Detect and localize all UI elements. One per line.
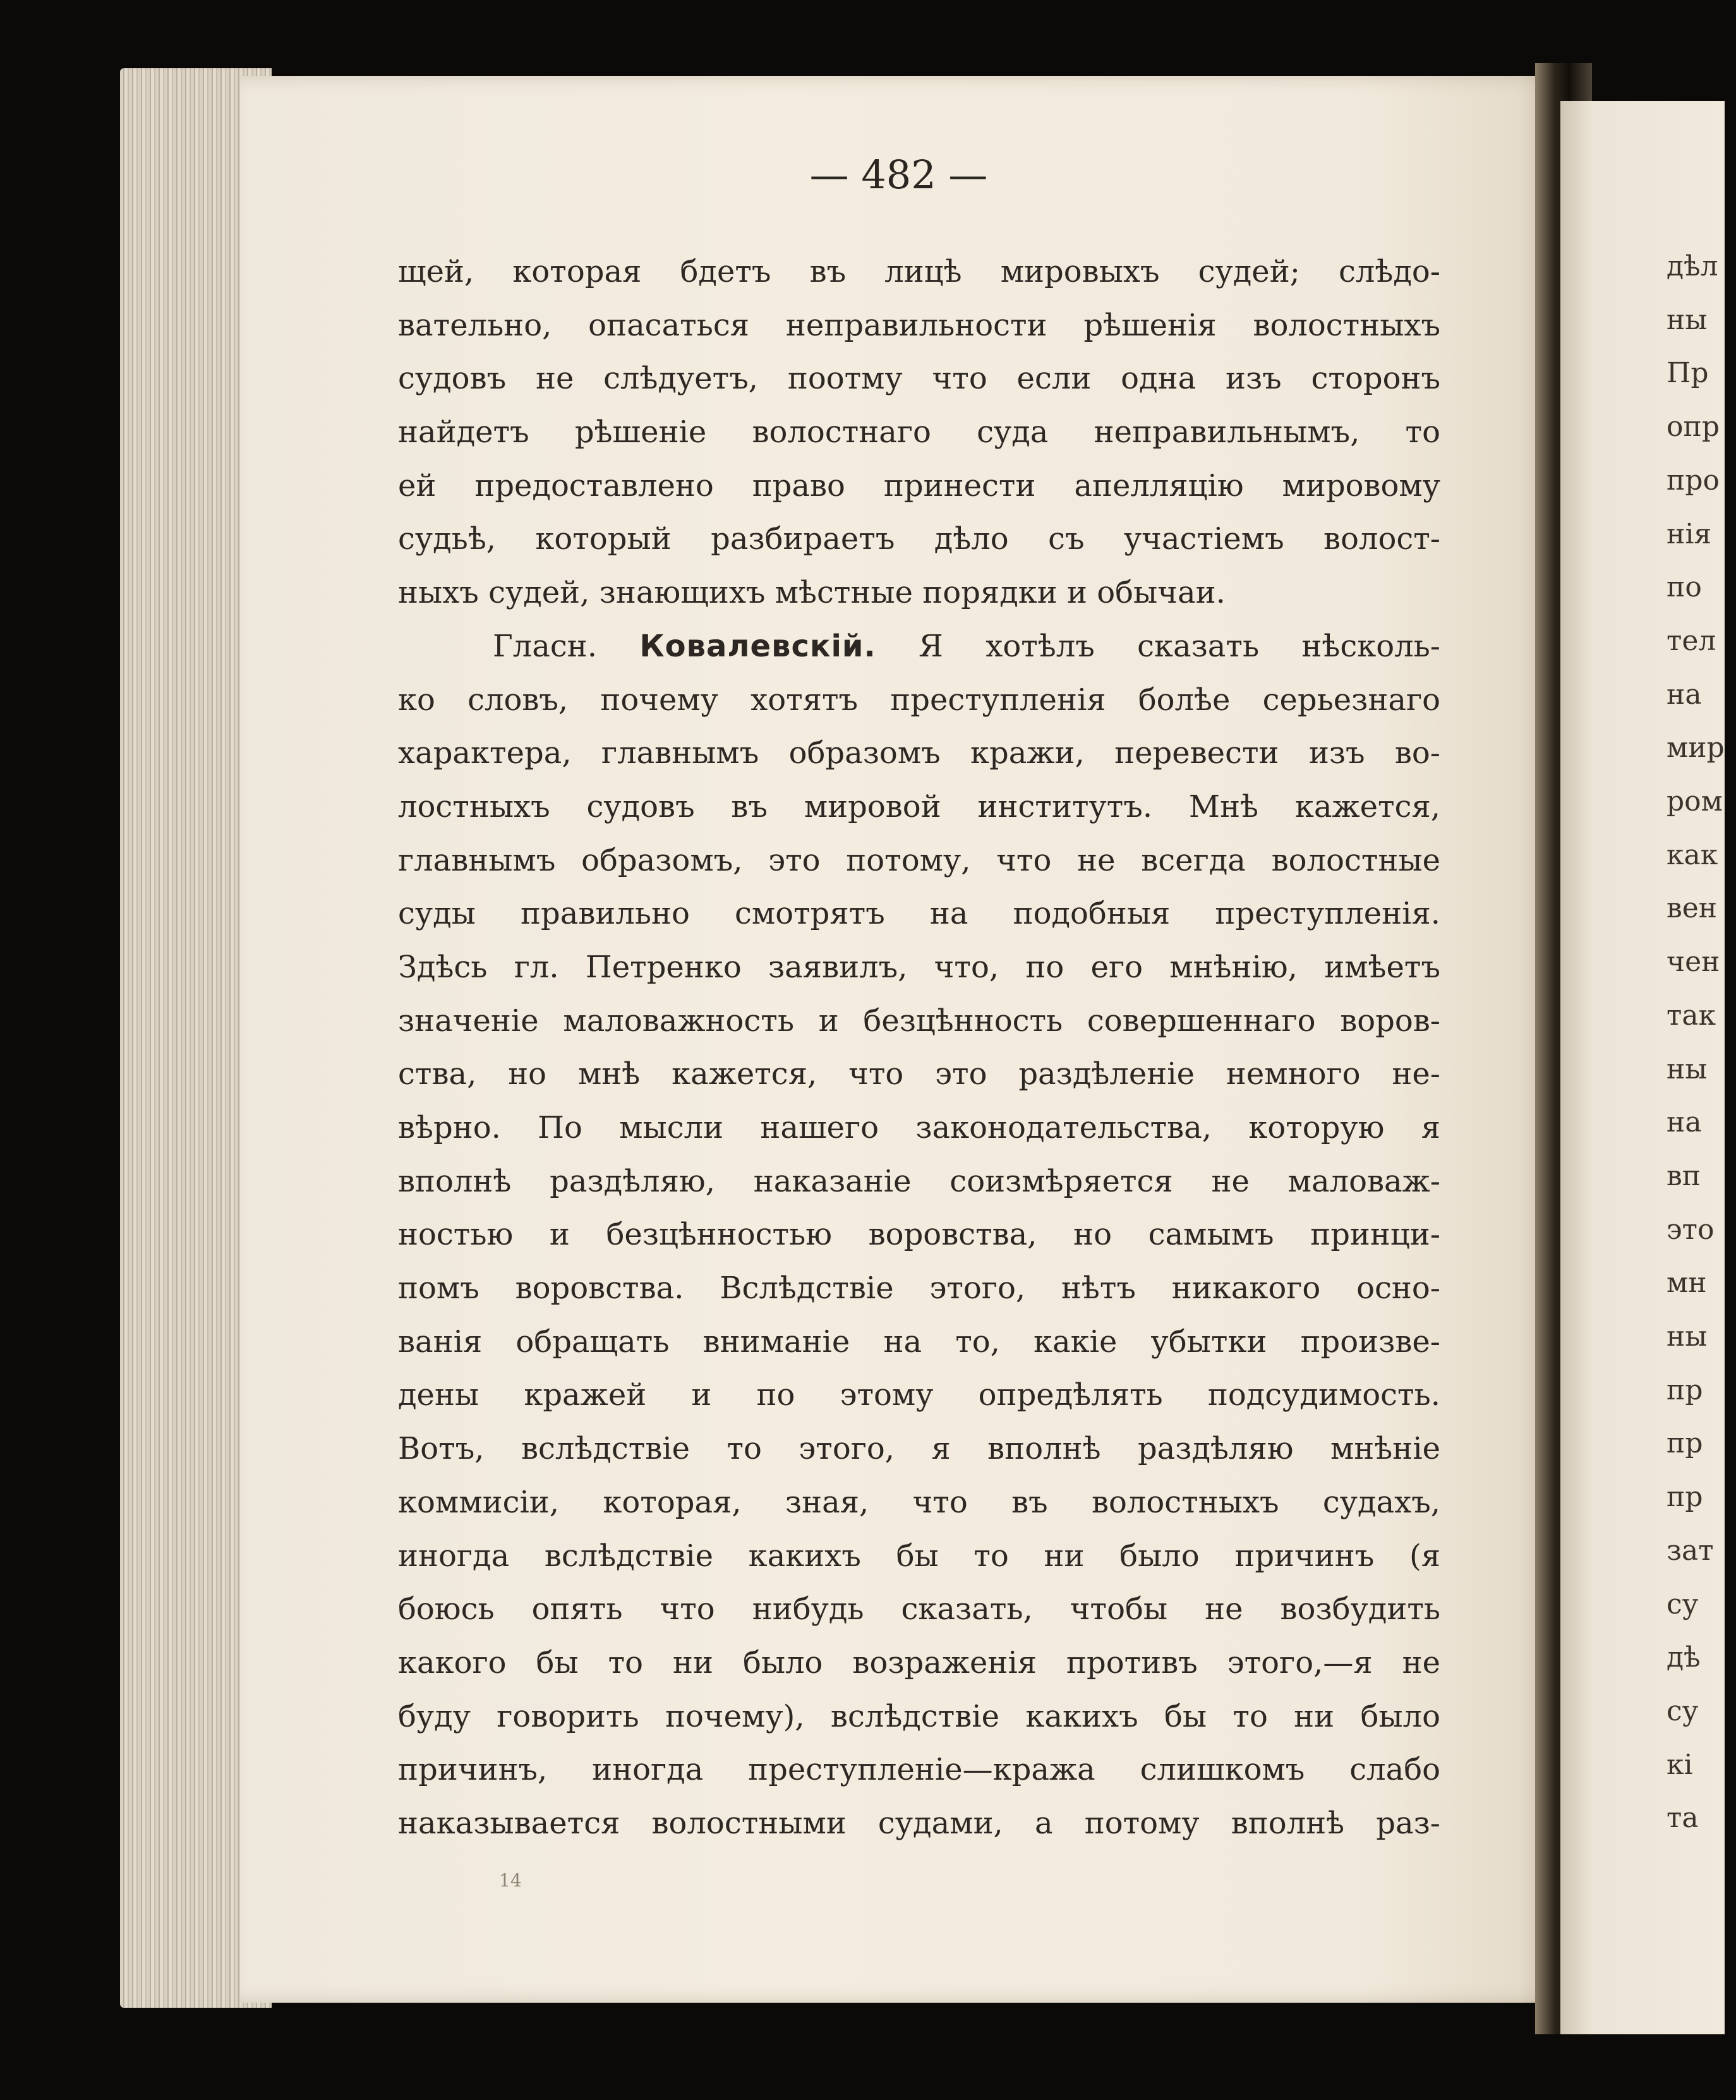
right-page-fragment: зат (1667, 1534, 1714, 1567)
right-page-fragment: пр (1667, 1373, 1703, 1406)
speech-first-line (398, 620, 1440, 673)
text-line: какого бы то ни было возраженія противъ этого,—я не (398, 1644, 1440, 1681)
right-page-fragment: дѣ (1667, 1641, 1701, 1674)
text-line: боюсь опять что нибудь сказать, чтобы не возбудить (398, 1591, 1440, 1627)
right-page-fragment: ны (1667, 1053, 1708, 1085)
right-page-fragment: чен (1667, 946, 1720, 979)
right-page-fragment: как (1667, 838, 1718, 871)
right-page-fragment: дѣл (1667, 250, 1718, 282)
right-page-fragment: это (1667, 1213, 1715, 1246)
right-page-fragment: та (1667, 1802, 1699, 1835)
text-line: суды правильно смотрятъ на подобныя преступленія. (398, 896, 1440, 932)
right-page-fragment: су (1667, 1588, 1699, 1620)
text-line: ко словъ, почему хотятъ преступленія болѣе серьезнаго (398, 682, 1440, 718)
text-line: щей, которая бдетъ въ лицѣ мировыхъ судей; слѣдо- (398, 254, 1440, 289)
right-page-fragment: про (1667, 464, 1720, 497)
right-page-fragment: нія (1667, 517, 1712, 550)
text-line: помъ воровства. Вслѣдствіе этого, нѣтъ никакого осно- (398, 1270, 1440, 1306)
speech-first-rest: Я хотѣлъ сказать нѣсколь- (919, 628, 1440, 664)
text-line: ныхъ судей, знающихъ мѣстные порядки и обычаи. (398, 575, 1226, 611)
text-line: иногда вслѣдствіе какихъ бы то ни было причинъ (я (398, 1538, 1440, 1574)
right-page-fragment: су (1667, 1694, 1699, 1727)
text-line: дены кражей и по этому опредѣлять подсудимость. (398, 1377, 1440, 1413)
right-page-fragment: по (1667, 571, 1702, 604)
right-page-fragment: ны (1667, 1320, 1708, 1353)
page-number: — 482 — (809, 152, 988, 198)
speech-prefix: Гласн. (493, 628, 598, 664)
speaker-name: Ковалевскій. (639, 628, 876, 664)
text-line: вательно, опасаться неправильности рѣшенія волостныхъ (398, 307, 1440, 343)
text-line: значеніе маловажность и безцѣнность совершеннаго воров- (398, 1003, 1440, 1039)
right-page-fragment: пр (1667, 1427, 1703, 1460)
right-page (1560, 101, 1725, 2034)
text-line: судовъ не слѣдуетъ, поотму что если одна изъ сторонъ (398, 361, 1440, 397)
right-page-fragment: опр (1667, 411, 1720, 444)
text-line: вѣрно. По мысли нашего законодательства, которую я (398, 1110, 1440, 1145)
text-line: ей предоставлено право принести апелляцію мировому (398, 468, 1440, 504)
text-line: найдетъ рѣшеніе волостнаго суда неправильнымъ, то (398, 414, 1440, 450)
footer-mark: 14 (499, 1870, 522, 1891)
text-line: главнымъ образомъ, это потому, что не всегда волостные (398, 842, 1440, 878)
right-page-fragment: ром (1667, 785, 1723, 818)
right-page-fragment: Пр (1667, 357, 1709, 390)
right-page-fragment: тел (1667, 624, 1716, 657)
text-line: вполнѣ раздѣляю, наказаніе соизмѣряется не маловаж- (398, 1163, 1440, 1199)
right-page-fragment: на (1667, 678, 1702, 711)
page-body (398, 245, 1440, 1850)
text-line: наказывается волостными судами, а потому вполнѣ раз- (398, 1805, 1440, 1841)
text-line: судьѣ, который разбираетъ дѣло съ участіемъ волост- (398, 521, 1440, 557)
right-page-fragment: вп (1667, 1159, 1701, 1192)
text-line: лостныхъ судовъ въ мировой институтъ. Мнѣ кажется, (398, 788, 1440, 824)
right-page-fragment: вен (1667, 892, 1718, 925)
right-page-fragment: пр (1667, 1481, 1703, 1514)
text-line: причинъ, иногда преступленіе—кража слишкомъ слабо (398, 1752, 1440, 1788)
right-page-fragment: мн (1667, 1267, 1707, 1300)
text-line: ства, но мнѣ кажется, что это раздѣленіе немного не- (398, 1056, 1440, 1092)
right-page-fragment: так (1667, 999, 1716, 1032)
text-line: буду говорить почему), вслѣдствіе какихъ бы то ни было (398, 1698, 1440, 1734)
right-page-fragment: мир (1667, 732, 1725, 764)
text-line: ванія обращать вниманіе на то, какіе убытки произве- (398, 1324, 1440, 1360)
text-line: ностью и безцѣнностью воровства, но самымъ принци- (398, 1217, 1440, 1253)
text-line: Здѣсь гл. Петренко заявилъ, что, по его мнѣнію, имѣетъ (398, 949, 1440, 985)
right-page-fragment: ны (1667, 303, 1708, 336)
text-line: Вотъ, вслѣдствіе то этого, я вполнѣ раздѣляю мнѣніе (398, 1431, 1440, 1467)
text-line: коммисіи, которая, зная, что въ волостныхъ судахъ, (398, 1484, 1440, 1520)
text-line: характера, главнымъ образомъ кражи, перевести изъ во- (398, 735, 1440, 771)
right-page-fragment: кі (1667, 1748, 1693, 1781)
right-page-fragment: на (1667, 1106, 1702, 1139)
